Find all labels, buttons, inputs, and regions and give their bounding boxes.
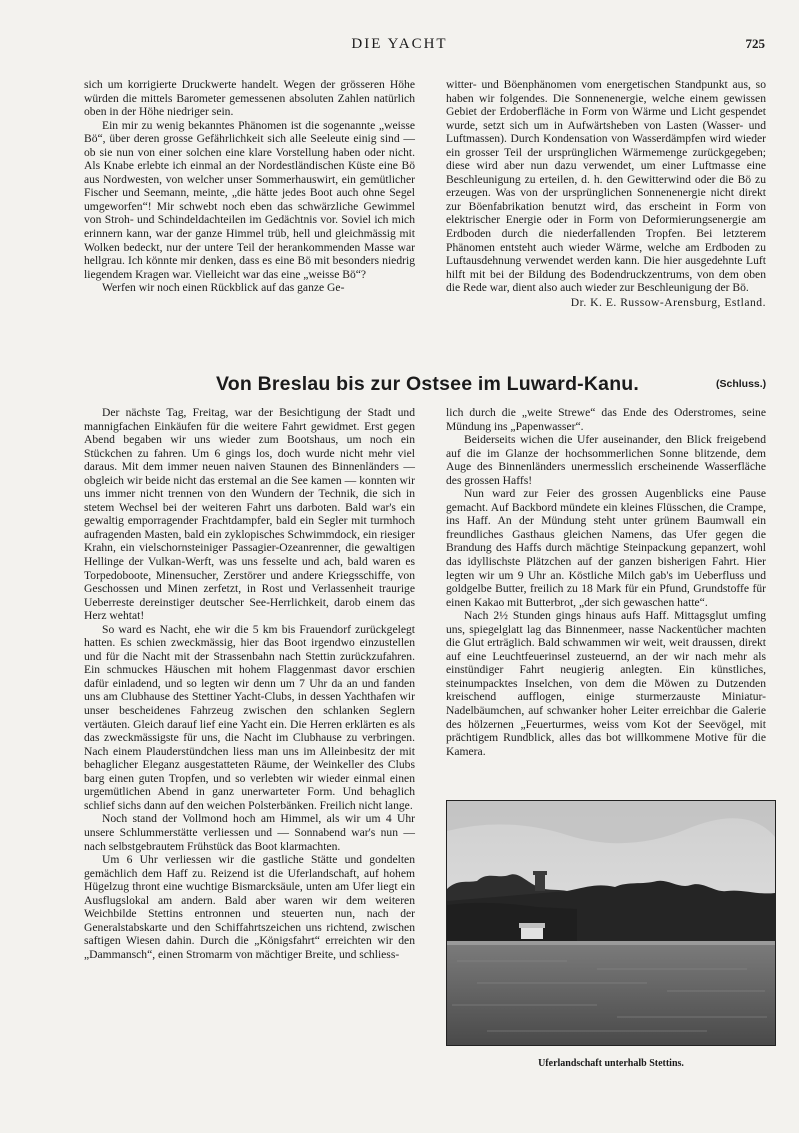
paragraph: lich durch die „weite Strewe“ das Ende des Oderstromes, seine Mündung ins „Papenwasser“.	[446, 406, 766, 433]
article-title: Von Breslau bis zur Ostsee im Luward-Kanu.	[216, 373, 640, 395]
article-column-right	[446, 406, 766, 758]
journal-title: DIE YACHT	[351, 36, 448, 52]
paragraph: Werfen wir noch einen Rückblick auf das ganze Ge-	[102, 281, 345, 295]
paragraph: Nun ward zur Feier des grossen Augenblicks eine Pause gemacht. Auf Backbord mündete ein kleines Flüsschen, die Crampe, ins Haff. An der Mündung steht unter grünem Baumwall ein freundliches Gasthaus gleichen Namens, das Ufer gegen die Brandung des Haffs durch mächtige Steinpackung gepanzert, wohl das idyllischste Plätzchen auf der ganzen bisherigen Fahrt. Hier legten wir um 9 Uhr an. Köstliche Milch gab's im Ueberfluss und goldgelbe Butter, freilich zu 18 Mark für ein Pfund, Grundstoffe für einen Kakao mit Butterbrot, „der sich gewaschen hatte“.	[446, 487, 766, 609]
author-signature: Dr. K. E. Russow-Arensburg, Estland.	[570, 295, 766, 309]
article-subtitle: (Schluss.)	[716, 378, 767, 390]
landscape-photo	[446, 800, 776, 1046]
page-header	[0, 36, 799, 56]
paragraph: Der nächste Tag, Freitag, war der Besichtigung der Stadt und mannigfachen Einkäufen für die weitere Fahrt gewidmet. Erst gegen Abend begaben wir uns wieder zum Bootshaus, um noch ein Stückchen zu fahren. Um 6 gings los, doch wurde nicht mehr viel daraus. Mit dem immer neuen naiven Staunen des Binnenländers — obgleich wir beide nicht das erstemal an die See kamen — konnten wir uns immer nicht trennen von den Wundern der Technik, die sich in stetem Wechsel bei der weiteren Fahrt uns darboten. Bald war's ein gewaltig emporragender Frachtdampfer, bald ein Segler mit turmhoch aufragenden Masten, bald ein zyklopisches Schwimmdock, ein riesiger Krahn, ein vielschornsteiniger Passagier-Ozeanrenner, die gewaltigen Hellinge der Vulkan-Werft, was uns fesselte und ach, bald waren es Torpedoboote, Minensucher, Zerstörer und andere Kriegsschiffe, von Geschossen und Minen zerfetzt, in Rost und Verlassenheit traurige Ueberreste dereinstiger deutscher See-Herrlichkeit, darob einem das Herz wehtat!	[84, 406, 415, 623]
paragraph: Noch stand der Vollmond hoch am Himmel, als wir um 4 Uhr unsere Schlummerstätte verliessen und — Sonnabend war's nun — nach selbstgebrautem Frühstück das Boot klarmachten.	[84, 812, 415, 853]
top-column-left	[84, 78, 415, 295]
article-column-left	[84, 406, 415, 961]
paragraph: sich um korrigierte Druckwerte handelt. Wegen der grösseren Höhe würden die mittels Barometer gemessenen absoluten Zahlen natürlich oben in der Höhe niedriger sein.	[84, 78, 415, 119]
paragraph: witter- und Böenphänomen vom energetischen Standpunkt aus, so haben wir folgendes. Die Sonnenenergie, welche einem gewissen Gebiet der Erdoberfläche in Form von Wärme und Licht gespendet wurde, setzt sich um in Aufwärtsheben von Lasten (Wasser- und Luftmassen). Durch Kondensation von Wasserdämpfen wird wieder ein grosser Teil der ursprünglichen Wärmemenge zurückgegeben; diese wird aber nun dazu verwendet, um einer Luftmasse eine Beschleunigung zu erteilen, d. h. den Gewitterwind oder die Bö zu erzeugen. Was von der ursprünglichen Sonnenenergie nicht direkt zur Böenfabrikation benutzt wird, das erscheint in Form von elektrischer Energie oder in Form von Deformierungsenergie am Erdboden durch die niederfallenden Tropfen. Bei letzterem Phänomen entsteht auch wieder Wärme, welche am Erdboden zu Luftausdehnung verwendet werden kann. Die hier ausgedehnte Luft hilft mit bei der Bildung des Bodendruckzentrums, von dem oben die Rede war, dient also auch wieder zur Beschleunigung der Bö.	[446, 78, 766, 295]
photo-caption: Uferlandschaft unterhalb Stettins.	[538, 1058, 684, 1069]
paragraph: Beiderseits wichen die Ufer auseinander, den Blick freigebend auf die im Glanze der hochsommerlichen Sonne blitzende, dem Auge des Binnenländers unermesslich erscheinende Wasserfläche des grossen Haffs!	[446, 433, 766, 487]
paragraph: So ward es Nacht, ehe wir die 5 km bis Frauendorf zurückgelegt hatten. Es schien zweckmässig, hier das Boot irgendwo einzustellen und für die Nacht mit der Strassenbahn nach Stettin zurückzufahren. Ein schmuckes Häuschen mit hohem Flaggenmast davor erschien dafür einladend, und so legten wir denn um 7 Uhr da an und fanden uns am Clubhause des Stettiner Yacht-Clubs, in dessen Yachthafen wir unser bescheidenes Fahrzeug zwischen den schlanken Seglern vertäuten. Gleich darauf lief eine Yacht ein. Die Herren erklärten es als das zweckmässigste für uns, die Nacht im Clubhause zu verbringen. Nach einem Plauderstündchen liess man uns im Alleinbesitz der mit behaglicher Eleganz ausgestatteten Räume, der Weinkeller des Clubs barg einen guten Tropfen, und so verlebten wir wieder einmal einen urgemütlichen Abend in ganz unerwarteter Form. Und behaglich schlief sichs dann auf den weichen Polsterbänken. Freilich nicht lange.	[84, 622, 415, 812]
paragraph: Um 6 Uhr verliessen wir die gastliche Stätte und gondelten gemächlich dem Haff zu. Reizend ist die Uferlandschaft, auf hohem Hügelzug thront eine wuchtige Bismarcksäule, unten am Ufer liegt ein Ausflugslokal am andern. Bald aber waren wir dem weiteren Weichbilde Stettins entronnen und steuerten nun, nach der Generalstabskarte und den Schiffahrtszeichen uns richtend, zwischen saftigen Wiesen dahin. Durch die „Königsfahrt“ erreichten wir den „Dammansch“, einen Stromarm von mächtiger Breite, und schliess-	[84, 853, 415, 961]
top-column-right	[446, 78, 766, 309]
paragraph: Ein mir zu wenig bekanntes Phänomen ist die sogenannte „weisse Bö“, über deren grosse Gefährlichkeit sich alle Seeleute einig sind — ob sie nun von einer solchen eine klare Vorstellung haben oder nicht. Als Knabe erlebte ich einmal an der Nordestländischen Küste eine Bö aus Nordwesten, von welcher unser Sommerhauswirt, ein gemütlicher Fischer und Seemann, meinte, „die hätte jedes Boot auch ohne Segel umgeworfen“! Mir schwebt noch eben das schwärzliche Gewimmel von Stroh- und Schindeldachteilen im Gedächtnis vor. Soviel ich mich erinnern kann, war der ganze Himmel trüb, hell und gleichmässig mit Wolken bedeckt, nur der untere Teil der herankommenden Masse war hellgrau. Ich könnte mir denken, dass es eine Bö mit besonders niedrig liegendem Kragen war. Vielleicht war das eine „weisse Bö“?	[84, 118, 415, 281]
paragraph: Nach 2½ Stunden gings hinaus aufs Haff. Mittagsglut umfing uns, spiegelglatt lag das Binnenmeer, nasse Nackentücher machten die Glut erträglich. Bald schwammen wir weit, weit draussen, direkt auf eine Leuchtfeuerinsel zusteuernd, an der wir nach mehr als einstündiger Fahrt neugierig anlegten. Ein künstliches, steinumpacktes Inselchen, von dem die Möwen zu Dutzenden kreischend aufflogen, einige sturmerzauste Miniatur-Nadelbäumchen, auf schwanker hoher Leiter erreichbar die Galerie des hölzernen „Feuerturmes, weiss vom Kot der Seevögel, mit prächtigem Rundblick, alles das bot willkommene Motive für die Kamera.	[446, 609, 766, 758]
page-number: 725	[745, 36, 765, 51]
